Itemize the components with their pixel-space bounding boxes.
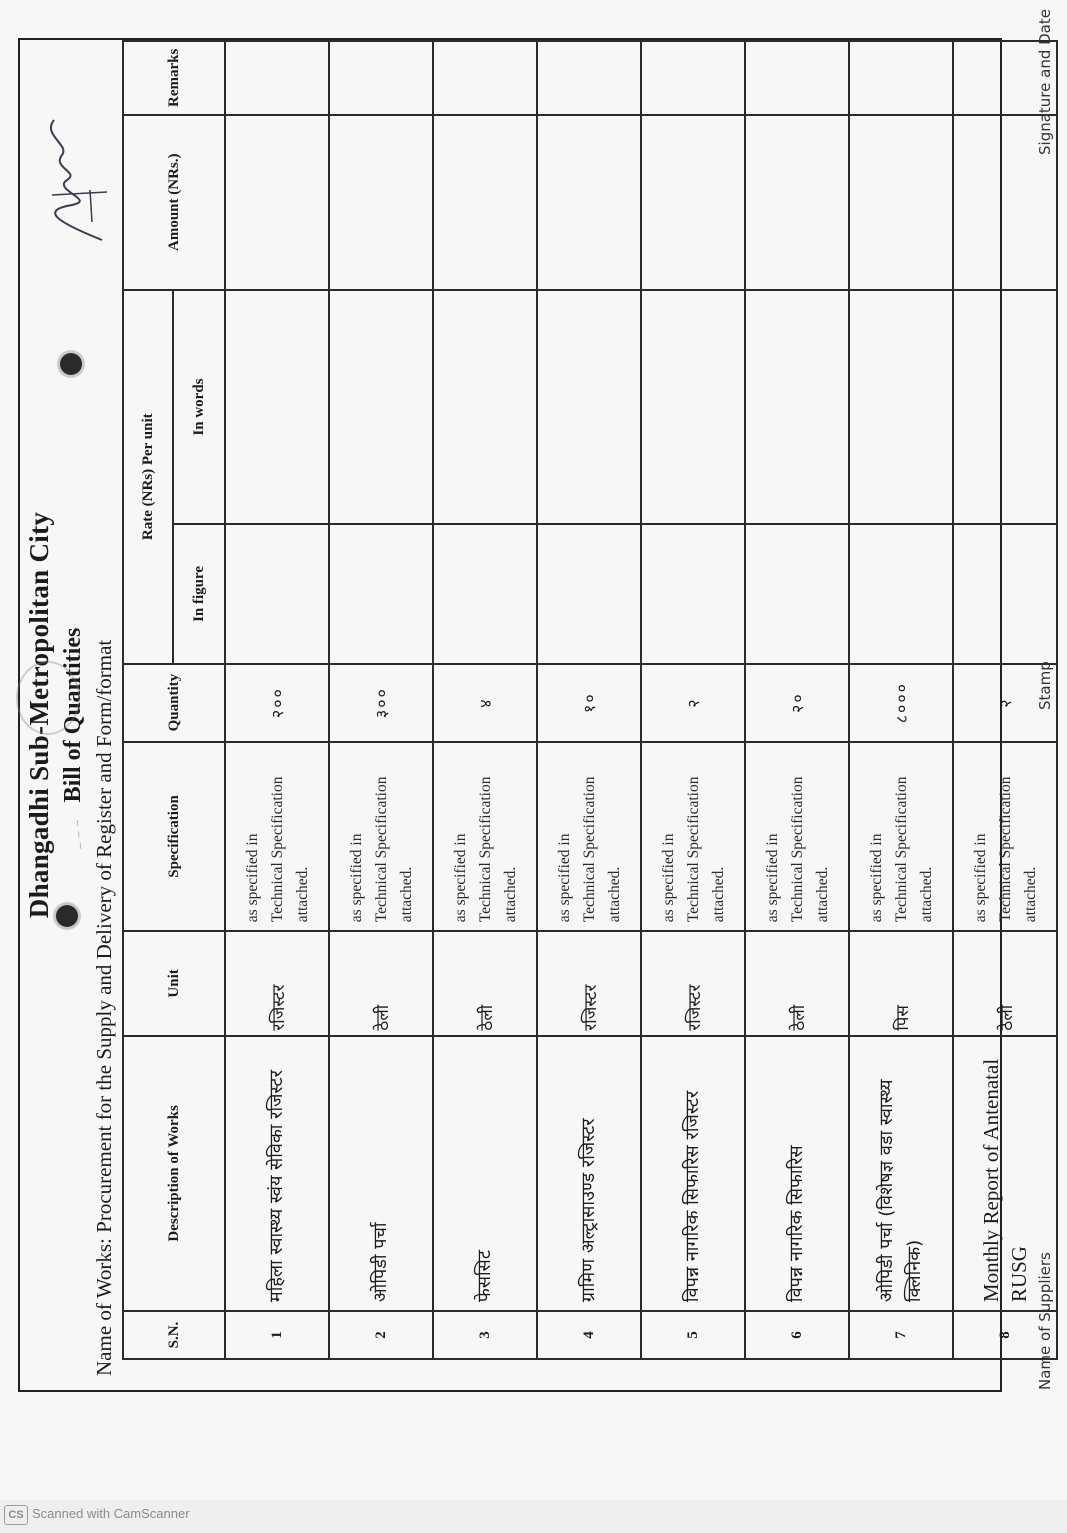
table-row: [537, 41, 641, 1359]
works-name: Name of Works: Procurement for the Supply and Delivery of Register and Form/format: [92, 639, 116, 1376]
row-rate-words: [745, 290, 849, 524]
row-rate-figure: [849, 524, 953, 663]
row-amount: [849, 115, 953, 290]
table-row: [433, 41, 537, 1359]
spec-line: attached.: [709, 866, 727, 923]
spec-line: as specified in: [971, 833, 989, 923]
table-row: [225, 41, 329, 1359]
spec-line: Technical Specification: [892, 776, 910, 923]
row-quantity: २: [953, 664, 1057, 742]
office-name: Dhangadhi Sub-Metropolitan City: [24, 511, 54, 919]
spec-line: as specified in: [867, 833, 885, 923]
row-amount: [225, 115, 329, 290]
row-unit: ठेली: [953, 931, 1057, 1035]
row-remarks: [641, 41, 745, 115]
row-rate-words: [849, 290, 953, 524]
spec-line: attached.: [605, 866, 623, 923]
row-remarks: [745, 41, 849, 115]
document-title: Bill of Quantities: [60, 627, 86, 803]
table-row: [329, 41, 433, 1359]
header-quantity: Quantity: [123, 664, 225, 742]
row-remarks: [225, 41, 329, 115]
row-rate-figure: [225, 524, 329, 663]
row-description: ओपिडी पर्चा (विशेषज्ञ वडा स्वास्थ्य क्लिनिक): [849, 1036, 953, 1311]
row-rate-words: [537, 290, 641, 524]
row-amount: [433, 115, 537, 290]
row-quantity: ८०००: [849, 664, 953, 742]
spec-line: attached.: [917, 866, 935, 923]
spec-line: attached.: [501, 866, 519, 923]
header-rate: Rate (NRs) Per unit: [123, 290, 173, 664]
row-amount: [329, 115, 433, 290]
row-quantity: १०: [537, 664, 641, 742]
row-specification: [641, 742, 745, 932]
punch-hole: [60, 353, 82, 375]
row-specification: [745, 742, 849, 932]
row-description: Monthly Report of Antenatal RUSG: [953, 1036, 1057, 1311]
header-amount: Amount (NRs.): [123, 115, 225, 290]
row-unit: ठेली: [433, 931, 537, 1035]
header-remarks: Remarks: [123, 41, 225, 115]
row-description: विपन्न नागरिक सिफारिस: [745, 1036, 849, 1311]
spec-line: as specified in: [451, 833, 469, 923]
row-remarks: [537, 41, 641, 115]
scanner-text: Scanned with CamScanner: [32, 1506, 190, 1521]
row-rate-words: [641, 290, 745, 524]
header-sn: S.N.: [123, 1311, 225, 1359]
spec-line: as specified in: [243, 833, 261, 923]
header-rate-words: In words: [173, 290, 225, 524]
spec-line: attached.: [813, 866, 831, 923]
row-description: फेससिट: [433, 1036, 537, 1311]
row-quantity: २: [641, 664, 745, 742]
row-quantity: २००: [225, 664, 329, 742]
row-specification: [537, 742, 641, 932]
row-rate-figure: [537, 524, 641, 663]
row-unit: रजिस्टर: [225, 931, 329, 1035]
spec-line: attached.: [1021, 866, 1039, 923]
spec-line: as specified in: [555, 833, 573, 923]
row-remarks: [329, 41, 433, 115]
bill-of-quantities-table: [122, 40, 1058, 1360]
row-remarks: [433, 41, 537, 115]
footer-stamp-label: Stamp: [1036, 661, 1054, 710]
row-unit: रजिस्टर: [641, 931, 745, 1035]
row-quantity: ४: [433, 664, 537, 742]
spec-line: Technical Specification: [580, 776, 598, 923]
header-rate-figure: In figure: [173, 524, 225, 663]
row-unit: रजिस्टर: [537, 931, 641, 1035]
row-sn: 5: [641, 1311, 745, 1359]
row-amount: [745, 115, 849, 290]
row-rate-figure: [433, 524, 537, 663]
row-quantity: २०: [745, 664, 849, 742]
spec-line: Technical Specification: [788, 776, 806, 923]
spec-line: Technical Specification: [476, 776, 494, 923]
spec-line: Technical Specification: [268, 776, 286, 923]
spec-line: as specified in: [347, 833, 365, 923]
footer: [1030, 0, 1067, 1400]
row-description: ओपिडी पर्चा: [329, 1036, 433, 1311]
table-row: [745, 41, 849, 1359]
spec-line: as specified in: [659, 833, 677, 923]
row-sn: 1: [225, 1311, 329, 1359]
table-row: [849, 41, 953, 1359]
spec-line: attached.: [293, 866, 311, 923]
row-remarks: [849, 41, 953, 115]
header-specification: Specification: [123, 742, 225, 932]
row-rate-figure: [329, 524, 433, 663]
row-sn: 4: [537, 1311, 641, 1359]
row-specification: [329, 742, 433, 932]
table-header-row: [123, 41, 173, 1359]
row-rate-figure: [745, 524, 849, 663]
row-unit: ठेली: [329, 931, 433, 1035]
row-sn: 6: [745, 1311, 849, 1359]
row-rate-words: [433, 290, 537, 524]
spec-line: attached.: [397, 866, 415, 923]
row-sn: 2: [329, 1311, 433, 1359]
row-unit: ठेली: [745, 931, 849, 1035]
signature-mark: [32, 110, 122, 250]
row-amount: [641, 115, 745, 290]
row-rate-figure: [641, 524, 745, 663]
row-specification: [225, 742, 329, 932]
table-row: [641, 41, 745, 1359]
row-amount: [537, 115, 641, 290]
footer-signature-label: Signature and Date: [1036, 9, 1054, 155]
scanner-watermark: [4, 1505, 190, 1525]
row-unit: पिस: [849, 931, 953, 1035]
row-specification: [849, 742, 953, 932]
punch-hole: [56, 905, 78, 927]
footer-suppliers-label: Name of Suppliers: [1036, 1252, 1054, 1390]
header-unit: Unit: [123, 931, 225, 1035]
row-description: महिला स्वास्थ्य स्वंय सेविका रजिस्टर: [225, 1036, 329, 1311]
row-specification: [433, 742, 537, 932]
spec-line: as specified in: [763, 833, 781, 923]
row-description: ग्रामिण अल्ट्रासाउण्ड रजिस्टर: [537, 1036, 641, 1311]
stamp-impression: ~ ~ ~: [71, 817, 88, 851]
header-description: Description of Works: [123, 1036, 225, 1311]
document-border: [18, 38, 1039, 1392]
spec-line: Technical Specification: [372, 776, 390, 923]
camscanner-icon: CS: [4, 1505, 28, 1525]
row-rate-words: [225, 290, 329, 524]
office-seal-stamp: [16, 661, 80, 735]
row-description: विपन्न नागरिक सिफारिस रजिस्टर: [641, 1036, 745, 1311]
row-quantity: ३००: [329, 664, 433, 742]
spec-line: Technical Specification: [996, 776, 1014, 923]
row-sn: 8: [953, 1311, 1057, 1359]
row-sn: 7: [849, 1311, 953, 1359]
spec-line: Technical Specification: [684, 776, 702, 923]
row-sn: 3: [433, 1311, 537, 1359]
row-rate-words: [329, 290, 433, 524]
